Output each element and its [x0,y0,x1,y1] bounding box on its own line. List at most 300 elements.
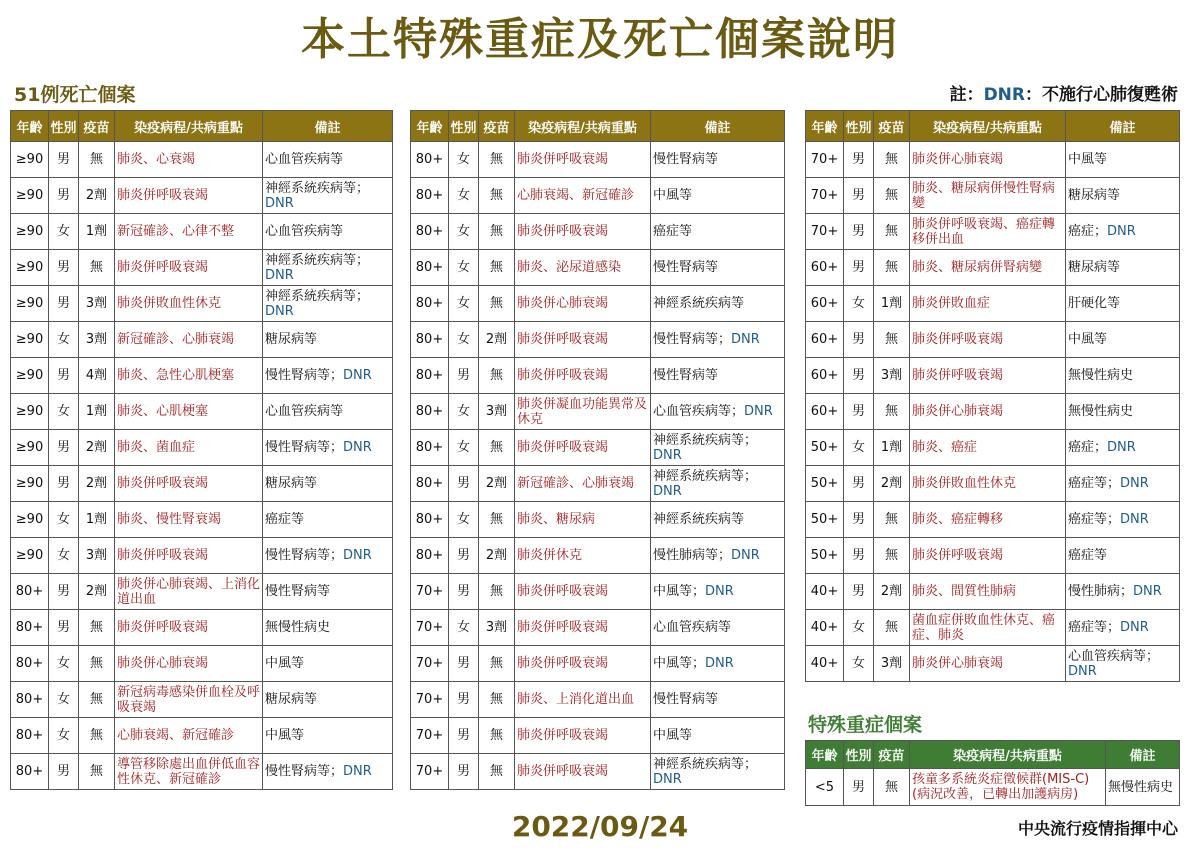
vaccine-cell: 無 [479,502,515,538]
sex-cell: 女 [449,286,479,322]
remark-cell: 癌症等 [263,502,393,538]
vaccine-cell: 無 [79,718,115,754]
age-cell: 60+ [806,358,844,394]
table-row [11,538,393,574]
vaccine-cell: 無 [479,250,515,286]
vaccine-cell: 2劑 [874,574,910,610]
course-cell: 肺炎併呼吸衰竭 [910,322,1066,358]
table-row [411,718,785,754]
age-cell: ≥90 [11,214,49,250]
remark-cell: 糖尿病等 [263,682,393,718]
course-cell: 肺炎併心肺衰竭 [515,286,651,322]
vaccine-cell: 無 [79,754,115,790]
course-cell: 心肺衰竭、新冠確診 [115,718,263,754]
dnr-tag: DNR [653,483,682,499]
sex-cell: 女 [449,502,479,538]
course-cell: 導管移除處出血併低血容性休克、新冠確診 [115,754,263,790]
dnr-note [950,80,1178,105]
column-header: 年齡 [11,111,49,142]
vaccine-cell: 無 [479,142,515,178]
remark-cell: 神經系統疾病等；DNR [263,178,393,214]
remark-cell: 神經系統疾病等；DNR [651,466,785,502]
remark-cell: 慢性腎病等 [651,250,785,286]
vaccine-cell: 2劑 [479,322,515,358]
course-cell: 肺炎、心肌梗塞 [115,394,263,430]
vaccine-cell: 無 [479,682,515,718]
table-row [411,178,785,214]
vaccine-cell: 無 [874,610,910,646]
age-cell: 80+ [411,358,449,394]
course-cell: 肺炎併休克 [515,538,651,574]
vaccine-cell: 1劑 [874,286,910,322]
age-cell: 60+ [806,394,844,430]
table-row [11,754,393,790]
vaccine-cell: 無 [479,574,515,610]
remark-cell: 心血管疾病等 [263,214,393,250]
course-cell: 新冠確診、心肺衰竭 [115,322,263,358]
course-cell: 肺炎、急性心肌梗塞 [115,358,263,394]
vaccine-cell: 無 [479,286,515,322]
course-cell: 肺炎併呼吸衰竭 [515,646,651,682]
remark-cell: 慢性肺病；DNR [1066,574,1180,610]
sex-cell: 女 [49,538,79,574]
course-cell: 菌血症併敗血性休克、癌症、肺炎 [910,610,1066,646]
remark-cell: 無慢性病史 [1066,394,1180,430]
dnr-tag: DNR [343,764,372,779]
vaccine-cell: 無 [874,250,910,286]
table-row [11,250,393,286]
vaccine-cell: 無 [874,214,910,250]
course-cell: 肺炎併敗血症 [910,286,1066,322]
table-row [806,466,1180,502]
remark-cell: 無慢性病史 [1066,358,1180,394]
age-cell: 80+ [411,538,449,574]
age-cell: 70+ [806,214,844,250]
remark-cell: 無慢性病史 [1106,769,1180,806]
course-cell: 肺炎併呼吸衰竭 [115,610,263,646]
age-cell: 40+ [806,574,844,610]
course-cell: 肺炎併呼吸衰竭 [115,250,263,286]
vaccine-cell: 3劑 [479,394,515,430]
course-cell: 肺炎併呼吸衰竭、癌症轉移併出血 [910,214,1066,250]
sex-cell: 男 [449,538,479,574]
course-cell: 肺炎、慢性腎衰竭 [115,502,263,538]
dnr-tag: DNR [1120,620,1149,635]
course-cell: 肺炎、菌血症 [115,430,263,466]
vaccine-cell: 無 [874,769,910,806]
column-header: 年齡 [806,741,844,769]
remark-cell: 癌症等；DNR [1066,466,1180,502]
sex-cell: 男 [449,682,479,718]
course-cell: 肺炎併心肺衰竭 [910,646,1066,682]
age-cell: 60+ [806,250,844,286]
table-row [411,250,785,286]
remark-cell: 神經系統疾病等；DNR [651,430,785,466]
sex-cell: 女 [844,430,874,466]
course-cell: 肺炎併呼吸衰竭 [515,322,651,358]
sex-cell: 男 [49,466,79,502]
vaccine-cell: 無 [79,682,115,718]
column-header: 疫苗 [874,741,910,769]
table-row [411,610,785,646]
age-cell: 50+ [806,538,844,574]
remark-cell: 癌症等 [1066,538,1180,574]
vaccine-cell: 2劑 [79,466,115,502]
table-row [11,646,393,682]
vaccine-cell: 2劑 [79,178,115,214]
remark-cell: 癌症等；DNR [1066,502,1180,538]
sex-cell: 女 [449,610,479,646]
dnr-tag: DNR [265,195,294,211]
dnr-tag: DNR [731,548,760,563]
age-cell: 80+ [411,178,449,214]
column-header: 疫苗 [874,111,910,142]
vaccine-cell: 3劑 [79,322,115,358]
age-cell: <5 [806,769,844,806]
course-cell: 肺炎併呼吸衰竭 [115,178,263,214]
course-cell: 肺炎併呼吸衰竭 [115,538,263,574]
remark-cell: 神經系統疾病等；DNR [263,250,393,286]
table-row [411,430,785,466]
age-cell: 80+ [11,718,49,754]
age-cell: ≥90 [11,502,49,538]
sex-cell: 男 [844,358,874,394]
dnr-tag: DNR [265,267,294,283]
age-cell: 80+ [411,322,449,358]
vaccine-cell: 無 [79,142,115,178]
vaccine-cell: 2劑 [79,430,115,466]
vaccine-cell: 3劑 [874,646,910,682]
course-cell: 肺炎併呼吸衰竭 [515,142,651,178]
course-cell: 肺炎、癌症 [910,430,1066,466]
table-row [806,502,1180,538]
dnr-tag: DNR [265,303,294,319]
vaccine-cell: 3劑 [79,538,115,574]
remark-cell: 中風等 [263,646,393,682]
table-row [411,574,785,610]
dnr-tag: DNR [653,771,682,787]
table-row [411,286,785,322]
column-header: 年齡 [411,111,449,142]
remark-cell: 慢性腎病等；DNR [263,358,393,394]
sex-cell: 男 [844,142,874,178]
table-row [806,646,1180,682]
sex-cell: 男 [844,250,874,286]
sex-cell: 女 [844,286,874,322]
vaccine-cell: 無 [874,394,910,430]
remark-cell: 心血管疾病等；DNR [1066,646,1180,682]
remark-cell: 中風等 [263,718,393,754]
remark-cell: 慢性腎病等 [651,358,785,394]
remark-cell: 無慢性病史 [263,610,393,646]
table-row [806,286,1180,322]
age-cell: 80+ [411,142,449,178]
remark-cell: 心血管疾病等；DNR [651,394,785,430]
age-cell: 70+ [411,718,449,754]
table-row [411,394,785,430]
note-text: ：不施行心肺復甦術 [1025,85,1178,105]
table-row [11,394,393,430]
remark-cell: 癌症；DNR [1066,214,1180,250]
vaccine-cell: 無 [874,538,910,574]
age-cell: 60+ [806,322,844,358]
sex-cell: 男 [844,394,874,430]
course-cell: 孩童多系統炎症徵候群(MIS-C)(病況改善，已轉出加護病房) [910,769,1106,806]
course-cell: 肺炎併呼吸衰竭 [515,574,651,610]
age-cell: 40+ [806,646,844,682]
remark-cell: 慢性腎病等 [651,682,785,718]
sex-cell: 女 [49,682,79,718]
column-header: 性別 [844,741,874,769]
dnr-tag: DNR [731,332,760,347]
sex-cell: 男 [844,214,874,250]
sex-cell: 女 [49,214,79,250]
vaccine-cell: 無 [874,178,910,214]
remark-cell: 慢性腎病等 [263,574,393,610]
sex-cell: 男 [49,574,79,610]
dnr-tag: DNR [705,656,734,671]
table-row [411,466,785,502]
table-row [806,214,1180,250]
age-cell: 70+ [411,754,449,790]
course-cell: 肺炎併呼吸衰竭 [515,214,651,250]
table-row [806,574,1180,610]
age-cell: 80+ [11,646,49,682]
column-header: 年齡 [806,111,844,142]
sex-cell: 男 [844,769,874,806]
course-cell: 肺炎、糖尿病併腎病變 [910,250,1066,286]
table-row [11,286,393,322]
sex-cell: 女 [49,718,79,754]
vaccine-cell: 1劑 [79,214,115,250]
vaccine-cell: 4劑 [79,358,115,394]
table-row [11,502,393,538]
remark-cell: 神經系統疾病等 [651,502,785,538]
age-cell: ≥90 [11,250,49,286]
table-row [806,538,1180,574]
table-row [411,214,785,250]
sex-cell: 男 [844,322,874,358]
course-cell: 肺炎併呼吸衰竭 [515,610,651,646]
table-row [411,322,785,358]
table-row [806,358,1180,394]
table-row [11,610,393,646]
table-row [806,610,1180,646]
age-cell: 80+ [411,286,449,322]
column-header: 疫苗 [479,111,515,142]
table-row [806,178,1180,214]
age-cell: 70+ [806,142,844,178]
remark-cell: 糖尿病等 [263,322,393,358]
age-cell: ≥90 [11,322,49,358]
note-prefix: 註： [949,85,984,105]
vaccine-cell: 無 [479,718,515,754]
age-cell: 80+ [11,610,49,646]
course-cell: 肺炎、泌尿道感染 [515,250,651,286]
vaccine-cell: 無 [479,358,515,394]
column-header: 備註 [651,111,785,142]
sex-cell: 女 [844,646,874,682]
table-row [11,142,393,178]
sex-cell: 男 [844,466,874,502]
column-header: 性別 [49,111,79,142]
age-cell: 50+ [806,430,844,466]
remark-cell: 中風等 [651,178,785,214]
dnr-tag: DNR [1107,440,1136,455]
remark-cell: 慢性腎病等 [651,142,785,178]
vaccine-cell: 無 [479,646,515,682]
organization-label: 中央流行疫情指揮中心 [1017,819,1178,838]
table-row [411,538,785,574]
course-cell: 肺炎併敗血性休克 [115,286,263,322]
age-cell: 70+ [411,646,449,682]
table-row [411,682,785,718]
death-table-1 [10,110,393,790]
table-row [11,358,393,394]
dnr-tag: DNR [653,447,682,463]
sex-cell: 男 [49,286,79,322]
age-cell: 80+ [411,430,449,466]
death-cases-heading: 51例死亡個案 [14,84,136,106]
course-cell: 肺炎併呼吸衰竭 [515,754,651,790]
sex-cell: 女 [49,646,79,682]
course-cell: 肺炎併心肺衰竭 [910,394,1066,430]
remark-cell: 心血管疾病等 [651,610,785,646]
dnr-tag: DNR [1133,584,1162,599]
table-row [806,250,1180,286]
death-table-2 [410,110,785,790]
sex-cell: 女 [449,178,479,214]
sex-cell: 男 [49,358,79,394]
course-cell: 新冠確診、心律不整 [115,214,263,250]
column-header: 性別 [844,111,874,142]
age-cell: 80+ [11,754,49,790]
page-title: 本土特殊重症及死亡個案說明 [301,14,899,65]
remark-cell: 中風等；DNR [651,646,785,682]
remark-cell: 心血管疾病等 [263,394,393,430]
vaccine-cell: 3劑 [874,358,910,394]
table-row [411,142,785,178]
age-cell: 80+ [11,682,49,718]
table-row [411,502,785,538]
column-header: 染疫病程/共病重點 [910,741,1106,769]
remark-cell: 慢性腎病等；DNR [263,754,393,790]
course-cell: 肺炎併心肺衰竭 [910,142,1066,178]
note-term: DNR [983,85,1025,105]
dnr-tag: DNR [1120,476,1149,491]
vaccine-cell: 無 [874,142,910,178]
remark-cell: 中風等 [651,718,785,754]
remark-cell: 中風等 [1066,142,1180,178]
age-cell: ≥90 [11,538,49,574]
remark-cell: 癌症等；DNR [1066,610,1180,646]
course-cell: 肺炎併呼吸衰竭 [515,430,651,466]
course-cell: 肺炎併心肺衰竭 [115,646,263,682]
sex-cell: 男 [49,178,79,214]
table-row [11,430,393,466]
remark-cell: 癌症；DNR [1066,430,1180,466]
column-header: 性別 [449,111,479,142]
table-row [806,322,1180,358]
course-cell: 肺炎、癌症轉移 [910,502,1066,538]
dnr-tag: DNR [343,440,372,455]
sex-cell: 男 [844,502,874,538]
age-cell: 70+ [806,178,844,214]
sex-cell: 男 [449,718,479,754]
sex-cell: 男 [449,466,479,502]
column-header: 備註 [263,111,393,142]
table-row [11,214,393,250]
course-cell: 肺炎、間質性肺病 [910,574,1066,610]
vaccine-cell: 無 [479,754,515,790]
column-header: 備註 [1066,111,1180,142]
remark-cell: 神經系統疾病等；DNR [263,286,393,322]
column-header: 疫苗 [79,111,115,142]
vaccine-cell: 2劑 [79,574,115,610]
sex-cell: 女 [449,214,479,250]
age-cell: ≥90 [11,358,49,394]
age-cell: 50+ [806,466,844,502]
remark-cell: 神經系統疾病等；DNR [651,754,785,790]
age-cell: 80+ [411,250,449,286]
dnr-tag: DNR [705,584,734,599]
table-row [411,646,785,682]
column-header: 染疫病程/共病重點 [910,111,1066,142]
sex-cell: 女 [49,322,79,358]
special-cases-heading: 特殊重症個案 [808,714,923,736]
dnr-tag: DNR [343,368,372,383]
age-cell: ≥90 [11,394,49,430]
age-cell: ≥90 [11,466,49,502]
vaccine-cell: 2劑 [479,538,515,574]
age-cell: ≥90 [11,142,49,178]
course-cell: 肺炎併呼吸衰竭 [515,358,651,394]
vaccine-cell: 無 [479,430,515,466]
vaccine-cell: 無 [874,322,910,358]
remark-cell: 糖尿病等 [263,466,393,502]
course-cell: 肺炎、糖尿病 [515,502,651,538]
course-cell: 肺炎併敗血性休克 [910,466,1066,502]
age-cell: ≥90 [11,430,49,466]
table-row [11,178,393,214]
vaccine-cell: 1劑 [79,394,115,430]
sex-cell: 男 [49,430,79,466]
table-row [11,322,393,358]
column-header: 染疫病程/共病重點 [515,111,651,142]
course-cell: 肺炎、心衰竭 [115,142,263,178]
age-cell: 70+ [411,610,449,646]
table-row [411,754,785,790]
vaccine-cell: 無 [874,502,910,538]
course-cell: 新冠確診、心肺衰竭 [515,466,651,502]
vaccine-cell: 無 [79,610,115,646]
course-cell: 肺炎、糖尿病併慢性腎病變 [910,178,1066,214]
sex-cell: 男 [49,754,79,790]
course-cell: 肺炎併呼吸衰竭 [910,358,1066,394]
sex-cell: 女 [844,610,874,646]
table-row [11,466,393,502]
sex-cell: 女 [449,250,479,286]
course-cell: 心肺衰竭、新冠確診 [515,178,651,214]
remark-cell: 糖尿病等 [1066,250,1180,286]
sex-cell: 男 [449,754,479,790]
remark-cell: 糖尿病等 [1066,178,1180,214]
vaccine-cell: 2劑 [479,466,515,502]
dnr-tag: DNR [343,548,372,563]
table-row [806,430,1180,466]
remark-cell: 慢性腎病等；DNR [263,430,393,466]
special-table [805,740,1180,806]
